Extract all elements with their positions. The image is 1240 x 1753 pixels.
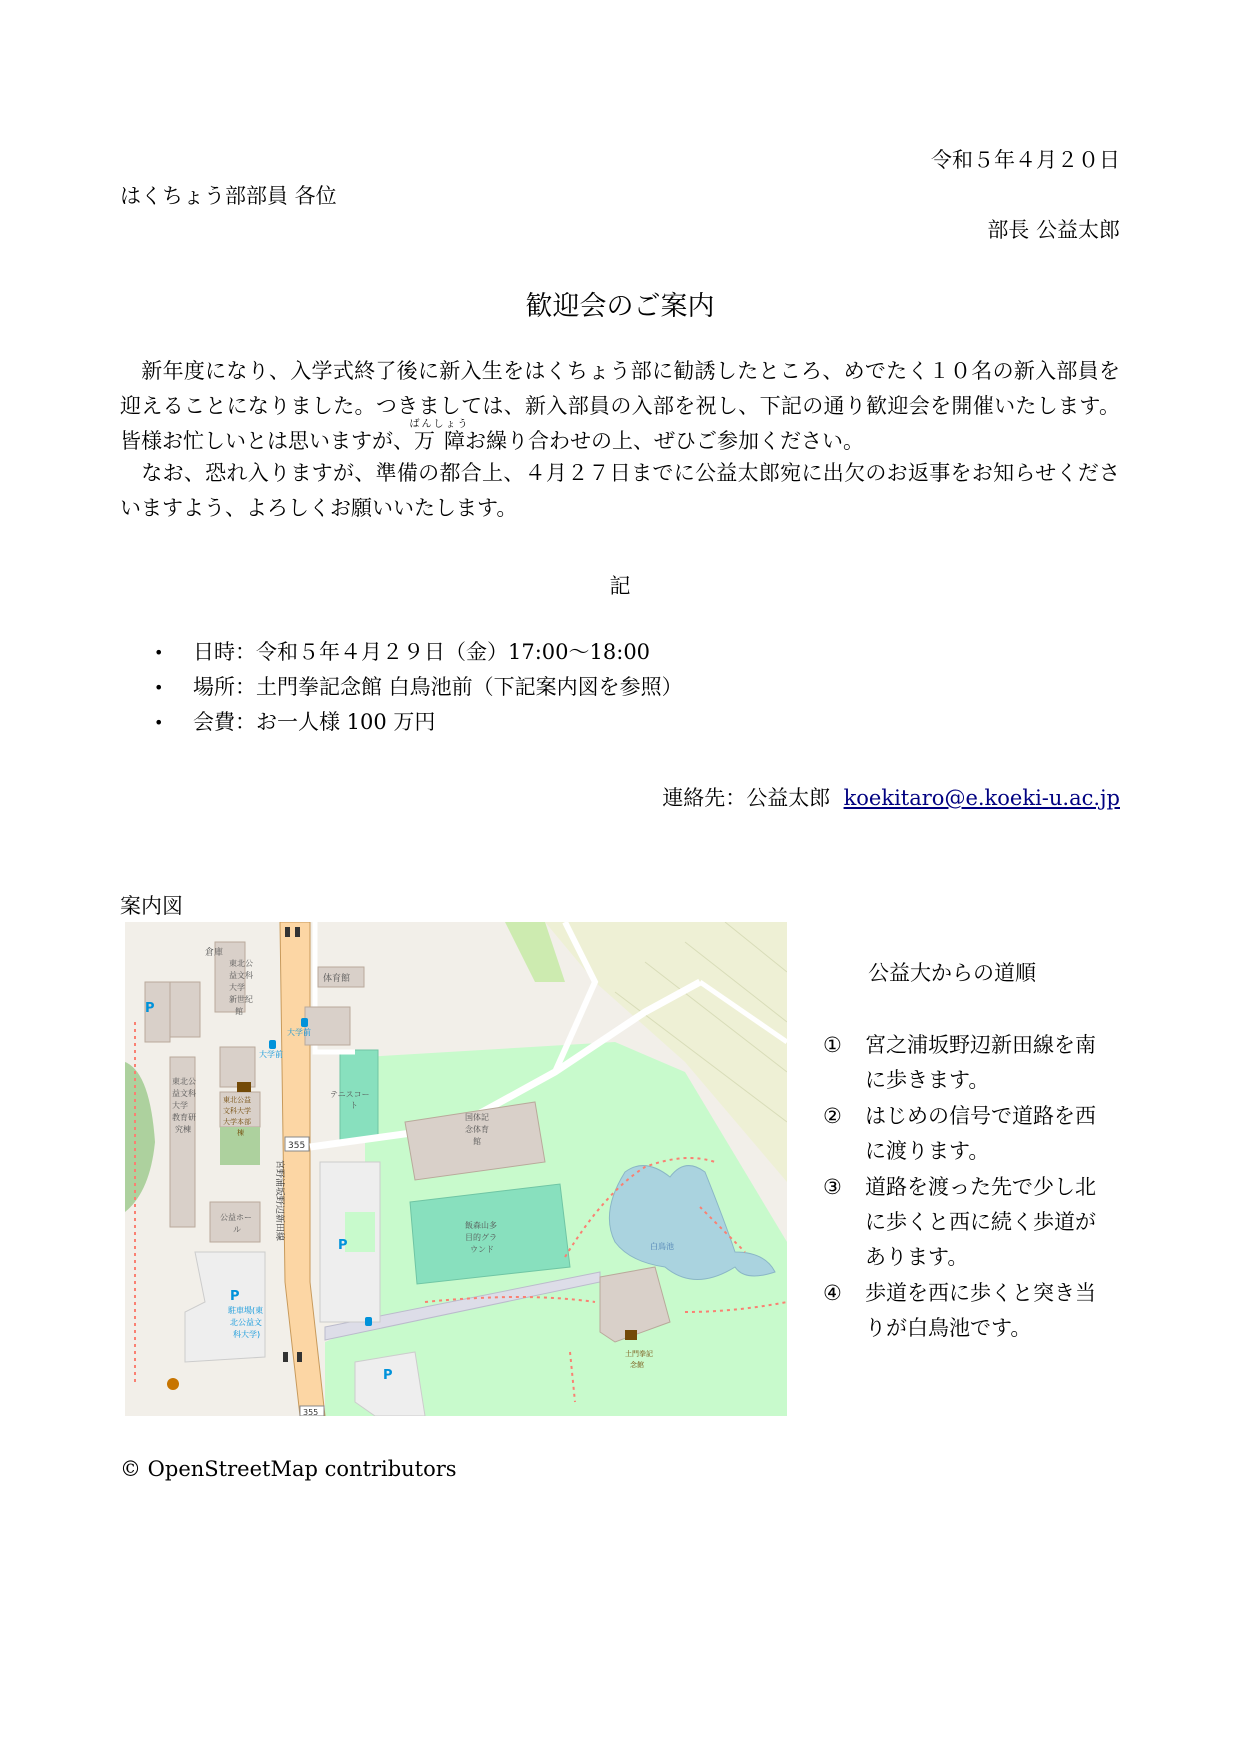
building: [170, 982, 200, 1037]
step-number: ③: [823, 1175, 842, 1199]
route-number-label-2: 355: [303, 1408, 319, 1416]
label-gym: 体育館: [323, 974, 351, 984]
label-bus-stop: 大学前: [287, 1028, 311, 1037]
parking-icon: P: [338, 1238, 348, 1253]
svg-text:益文科: 益文科: [229, 971, 253, 980]
traffic-signal-icon: [285, 927, 290, 937]
fire-station-icon: [167, 1378, 179, 1390]
svg-text:目的グラ: 目的グラ: [465, 1233, 497, 1242]
svg-text:大学: 大学: [229, 983, 245, 992]
svg-text:科大学): 科大学): [233, 1330, 261, 1339]
label-new-century: 東北公: [229, 959, 253, 968]
map-caption: 案内図: [120, 894, 183, 918]
step-text: 宮之浦坂野辺新田線を南に歩きます。: [865, 1033, 1096, 1092]
route-step: [823, 1028, 1113, 1098]
route-step: [823, 1170, 1113, 1275]
route-step: [823, 1276, 1113, 1346]
document-title: 歓迎会のご案内: [525, 291, 715, 322]
label-koeki-hall: 公益ホー: [220, 1213, 252, 1222]
parking-icon: P: [230, 1289, 240, 1304]
p1-after: お繰り合わせの上、ぜひご参加ください。: [465, 429, 864, 453]
label-parking: 駐車場(東: [228, 1306, 264, 1315]
step-number: ②: [823, 1104, 842, 1128]
svg-text:文科大学: 文科大学: [223, 1107, 251, 1115]
p1-before: 新年度になり、入学式終了後に新入生をはくちょう部に勧誘したところ、めでたく１０名の新入部員を迎えることになりました。つきましては、新入部員の入部を祝し、下記の通り歓迎会を開催いたします。皆様お忙しいとは思いますが、: [120, 359, 1120, 453]
svg-text:究棟: 究棟: [175, 1125, 191, 1134]
label-kokutai-gym: 国体記: [465, 1113, 489, 1122]
route-step: [823, 1099, 1113, 1169]
map-credit: © OpenStreetMap contributors: [120, 1457, 457, 1481]
svg-text:棟: 棟: [237, 1129, 244, 1137]
step-text: 道路を渡った先で少し北に歩くと西に続く歩道があります。: [865, 1175, 1096, 1269]
list-item: [120, 705, 683, 740]
museum-icon: [625, 1330, 637, 1340]
ki-heading: 記: [609, 574, 631, 598]
step-text: 歩道を西に歩くと突き当りが白鳥池です。: [865, 1281, 1096, 1340]
ruby-banshou: [409, 419, 470, 453]
svg-text:大学本部: 大学本部: [223, 1118, 251, 1126]
bullet-icon: •: [154, 678, 164, 697]
parking-icon: P: [145, 1001, 155, 1016]
guide-map: [125, 922, 787, 1416]
list-item: [120, 635, 683, 670]
label-tennis: テニスコー: [330, 1090, 370, 1099]
recipients: はくちょう部部員 各位: [120, 184, 337, 208]
bus-stop-icon: [269, 1040, 276, 1049]
svg-text:館: 館: [473, 1137, 481, 1146]
svg-text:益文科: 益文科: [172, 1089, 196, 1098]
label-warehouse: 倉庫: [205, 948, 224, 958]
traffic-signal-icon: [297, 1352, 302, 1362]
event-details-list: [120, 635, 683, 740]
bullet-icon: •: [154, 713, 164, 732]
parking-lot-2: [355, 1352, 425, 1416]
item-place: 場所：土門拳記念館 白鳥池前（下記案内図を参照）: [193, 675, 683, 699]
svg-text:ト: ト: [350, 1101, 358, 1110]
svg-text:ル: ル: [233, 1225, 241, 1234]
contact-line: [0, 782, 1120, 812]
document-date: 令和５年４月２０日: [931, 148, 1120, 172]
item-fee: 会費：お一人様 100 万円: [193, 710, 436, 734]
ruby-base: 万障: [409, 429, 470, 453]
svg-text:ウンド: ウンド: [470, 1245, 494, 1254]
svg-text:新世紀: 新世紀: [229, 995, 253, 1004]
label-swan-pond: 白鳥池: [650, 1242, 674, 1251]
label-main-building: 東北公益: [223, 1096, 251, 1104]
traffic-signal-icon: [283, 1352, 288, 1362]
building: [220, 1047, 255, 1087]
body-paragraph-2: なお、恐れ入りますが、準備の都合上、４月２７日までに公益太郎宛に出欠のお返事をお知らせくださいますよう、よろしくお願いいたします。: [120, 461, 1120, 520]
label-research: 東北公: [172, 1077, 196, 1086]
svg-text:大学: 大学: [172, 1101, 188, 1110]
label-road-name: 宮野浦坂野辺新田線: [274, 1160, 284, 1242]
route-steps: [823, 1028, 1113, 1347]
bullet-icon: •: [154, 643, 164, 662]
step-number: ①: [823, 1033, 842, 1057]
label-bus-stop-2: 大学前: [259, 1050, 283, 1059]
step-text: はじめの信号で道路を西に渡ります。: [865, 1104, 1096, 1163]
svg-text:念館: 念館: [630, 1361, 644, 1369]
svg-text:北公益文: 北公益文: [230, 1318, 262, 1327]
bus-stop-icon: [365, 1317, 372, 1326]
body-paragraph-1: [120, 354, 1120, 459]
svg-text:教育研: 教育研: [172, 1113, 196, 1122]
bus-stop-icon: [301, 1018, 308, 1027]
ruby-reading: ばんしょう: [409, 419, 470, 430]
traffic-signal-icon: [295, 927, 300, 937]
route-number-label: 355: [288, 1141, 306, 1151]
building: [305, 1007, 350, 1045]
step-number: ④: [823, 1281, 842, 1305]
contact-label: 連絡先：公益太郎: [662, 786, 831, 810]
svg-text:館: 館: [235, 1007, 243, 1016]
item-datetime: 日時：令和５年４月２９日（金）17:00～18:00: [193, 640, 651, 664]
university-icon: [237, 1082, 251, 1092]
svg-text:念体育: 念体育: [465, 1125, 489, 1134]
koeki-hall-building: [210, 1202, 260, 1242]
email-link[interactable]: koekitaro@e.koeki-u.ac.jp: [843, 786, 1120, 810]
sender: 部長 公益太郎: [987, 218, 1120, 242]
label-ground: 飯森山多: [465, 1221, 497, 1230]
parking-icon: P: [383, 1368, 393, 1383]
list-item: [120, 670, 683, 705]
label-domon-museum: 土門拳記: [625, 1350, 653, 1358]
route-title: 公益大からの道順: [868, 961, 1036, 985]
